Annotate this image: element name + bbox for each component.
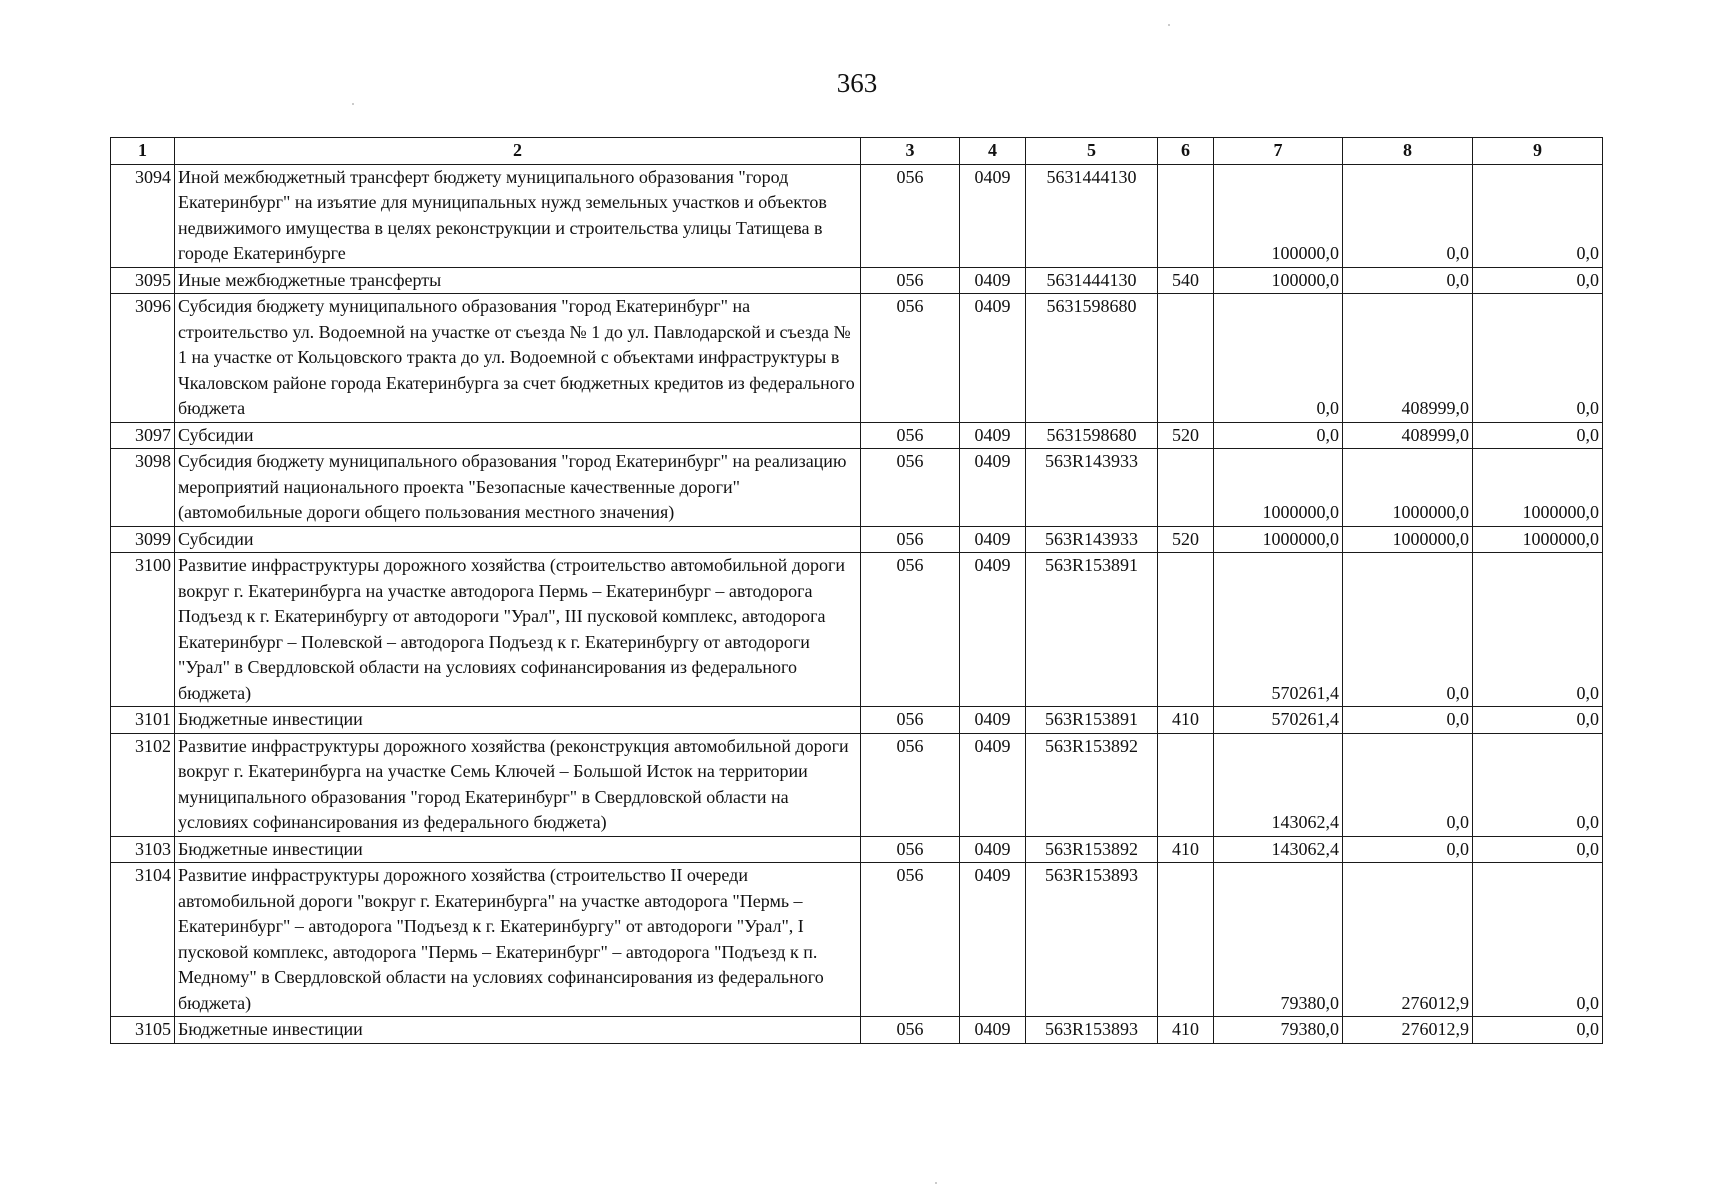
row-description: Бюджетные инвестиции [175,707,861,734]
row-col-3: 056 [861,553,960,707]
row-col-3: 056 [861,707,960,734]
row-col-6 [1158,733,1214,836]
row-col-9: 0,0 [1473,422,1603,449]
table-row [111,1017,1603,1044]
row-col-3: 056 [861,449,960,527]
row-col-6: 540 [1158,267,1214,294]
row-col-9: 0,0 [1473,267,1603,294]
row-number: 3099 [111,526,175,553]
row-col-3: 056 [861,836,960,863]
row-col-5: 5631444130 [1026,164,1158,267]
row-col-9: 0,0 [1473,294,1603,423]
row-number: 3098 [111,449,175,527]
row-col-5: 563R153891 [1026,707,1158,734]
row-col-4: 0409 [960,836,1026,863]
row-col-4: 0409 [960,422,1026,449]
table-row [111,733,1603,836]
row-col-8: 0,0 [1343,733,1473,836]
row-col-9: 1000000,0 [1473,526,1603,553]
row-col-8: 1000000,0 [1343,526,1473,553]
row-number: 3104 [111,863,175,1017]
header-col-8: 8 [1343,138,1473,165]
table-row [111,164,1603,267]
row-col-3: 056 [861,422,960,449]
row-col-4: 0409 [960,553,1026,707]
row-col-9: 0,0 [1473,863,1603,1017]
row-description: Субсидии [175,526,861,553]
row-description: Субсидия бюджету муниципального образования "город Екатеринбург" на строительство ул. Водоемной на участке от съезда № 1 до ул. Павлодарской и съезда № 1 на участке от Кольцовского тракта до ул. Водоемной с объектами инфраструктуры в Чкаловском районе города Екатеринбурга за счет бюджетных кредитов из федерального бюджета [175,294,861,423]
row-col-3: 056 [861,526,960,553]
scan-speck [1168,24,1170,26]
row-col-4: 0409 [960,526,1026,553]
row-description: Субсидия бюджету муниципального образования "город Екатеринбург" на реализацию мероприятий национального проекта "Безопасные качественные дороги" (автомобильные дороги общего пользования местного значения) [175,449,861,527]
row-col-5: 563R153893 [1026,863,1158,1017]
row-col-5: 563R153892 [1026,836,1158,863]
row-description: Развитие инфраструктуры дорожного хозяйства (реконструкция автомобильной дороги вокруг г. Екатеринбурга на участке Семь Ключей – Большой Исток на территории муниципального образования "город Екатеринбург" в Свердловской области на условиях софинансирования из федерального бюджета) [175,733,861,836]
row-col-5: 5631598680 [1026,422,1158,449]
row-number: 3101 [111,707,175,734]
row-col-9: 0,0 [1473,733,1603,836]
row-description: Бюджетные инвестиции [175,1017,861,1044]
row-number: 3102 [111,733,175,836]
header-col-1: 1 [111,138,175,165]
row-col-5: 5631444130 [1026,267,1158,294]
row-col-4: 0409 [960,449,1026,527]
row-number: 3100 [111,553,175,707]
header-col-9: 9 [1473,138,1603,165]
table-row [111,267,1603,294]
row-col-4: 0409 [960,164,1026,267]
row-col-7: 79380,0 [1214,863,1343,1017]
row-number: 3094 [111,164,175,267]
row-col-4: 0409 [960,733,1026,836]
header-col-7: 7 [1214,138,1343,165]
page-number: 363 [836,68,878,98]
row-col-7: 1000000,0 [1214,526,1343,553]
row-col-9: 0,0 [1473,1017,1603,1044]
table-row [111,526,1603,553]
row-col-7: 1000000,0 [1214,449,1343,527]
row-col-3: 056 [861,294,960,423]
budget-table [110,137,1603,1044]
row-col-3: 056 [861,863,960,1017]
row-col-7: 79380,0 [1214,1017,1343,1044]
row-col-8: 0,0 [1343,707,1473,734]
row-col-7: 0,0 [1214,422,1343,449]
row-col-9: 0,0 [1473,707,1603,734]
row-col-5: 563R143933 [1026,449,1158,527]
row-description: Развитие инфраструктуры дорожного хозяйства (строительство II очереди автомобильной дороги "вокруг г. Екатеринбурга" на участке автодорога "Пермь – Екатеринбург" – автодорога "Подъезд к г. Екатеринбургу" от автодороги "Урал", I пусковой комплекс, автодорога "Пермь – Екатеринбург" – автодорога "Подъезд к п. Медному" в Свердловской области на условиях софинансирования из федерального бюджета) [175,863,861,1017]
row-col-7: 570261,4 [1214,707,1343,734]
row-col-6: 520 [1158,422,1214,449]
table-row [111,553,1603,707]
table-row [111,449,1603,527]
row-col-4: 0409 [960,267,1026,294]
row-number: 3095 [111,267,175,294]
scan-speck [352,103,354,105]
row-col-7: 100000,0 [1214,267,1343,294]
row-number: 3103 [111,836,175,863]
row-col-4: 0409 [960,1017,1026,1044]
table-header [111,138,1603,165]
row-col-5: 563R153892 [1026,733,1158,836]
row-col-7: 143062,4 [1214,836,1343,863]
row-col-6: 410 [1158,1017,1214,1044]
row-col-6 [1158,863,1214,1017]
table-row [111,863,1603,1017]
row-col-9: 1000000,0 [1473,449,1603,527]
row-col-8: 276012,9 [1343,1017,1473,1044]
table-row [111,294,1603,423]
row-col-7: 570261,4 [1214,553,1343,707]
table-row [111,422,1603,449]
header-col-2: 2 [175,138,861,165]
row-col-8: 408999,0 [1343,294,1473,423]
row-col-7: 0,0 [1214,294,1343,423]
row-col-6: 520 [1158,526,1214,553]
row-col-8: 276012,9 [1343,863,1473,1017]
row-col-6: 410 [1158,836,1214,863]
row-col-8: 0,0 [1343,553,1473,707]
row-description: Иной межбюджетный трансферт бюджету муниципального образования "город Екатеринбург" на изъятие для муниципальных нужд земельных участков и объектов недвижимого имущества в целях реконструкции и строительства улицы Татищева в городе Екатеринбурге [175,164,861,267]
row-col-8: 0,0 [1343,164,1473,267]
row-col-3: 056 [861,733,960,836]
row-description: Иные межбюджетные трансферты [175,267,861,294]
table-row [111,836,1603,863]
row-col-4: 0409 [960,863,1026,1017]
row-col-8: 408999,0 [1343,422,1473,449]
row-col-8: 1000000,0 [1343,449,1473,527]
header-col-4: 4 [960,138,1026,165]
row-description: Бюджетные инвестиции [175,836,861,863]
row-col-6 [1158,164,1214,267]
row-col-8: 0,0 [1343,267,1473,294]
row-col-4: 0409 [960,294,1026,423]
row-number: 3096 [111,294,175,423]
table-body [111,164,1603,1043]
row-col-6 [1158,553,1214,707]
header-col-3: 3 [861,138,960,165]
row-col-7: 143062,4 [1214,733,1343,836]
row-col-9: 0,0 [1473,164,1603,267]
row-col-9: 0,0 [1473,553,1603,707]
row-col-4: 0409 [960,707,1026,734]
row-col-3: 056 [861,267,960,294]
row-col-6 [1158,294,1214,423]
row-col-9: 0,0 [1473,836,1603,863]
table-row [111,707,1603,734]
row-col-6 [1158,449,1214,527]
row-col-6: 410 [1158,707,1214,734]
row-col-7: 100000,0 [1214,164,1343,267]
row-col-5: 563R153893 [1026,1017,1158,1044]
row-col-3: 056 [861,164,960,267]
row-col-3: 056 [861,1017,960,1044]
row-description: Развитие инфраструктуры дорожного хозяйства (строительство автомобильной дороги вокруг г. Екатеринбурга на участке автодорога Пермь – Екатеринбург – автодорога Подъезд к г. Екатеринбургу от автодороги "Урал", III пусковой комплекс, автодорога Екатеринбург – Полевской – автодорога Подъезд к г. Екатеринбургу от автодороги "Урал" в Свердловской области на условиях софинансирования из федерального бюджета) [175,553,861,707]
row-description: Субсидии [175,422,861,449]
row-col-8: 0,0 [1343,836,1473,863]
row-number: 3105 [111,1017,175,1044]
row-col-5: 5631598680 [1026,294,1158,423]
row-col-5: 563R143933 [1026,526,1158,553]
header-col-5: 5 [1026,138,1158,165]
row-col-5: 563R153891 [1026,553,1158,707]
header-row [111,138,1603,165]
row-number: 3097 [111,422,175,449]
scan-speck [935,1182,937,1184]
header-col-6: 6 [1158,138,1214,165]
